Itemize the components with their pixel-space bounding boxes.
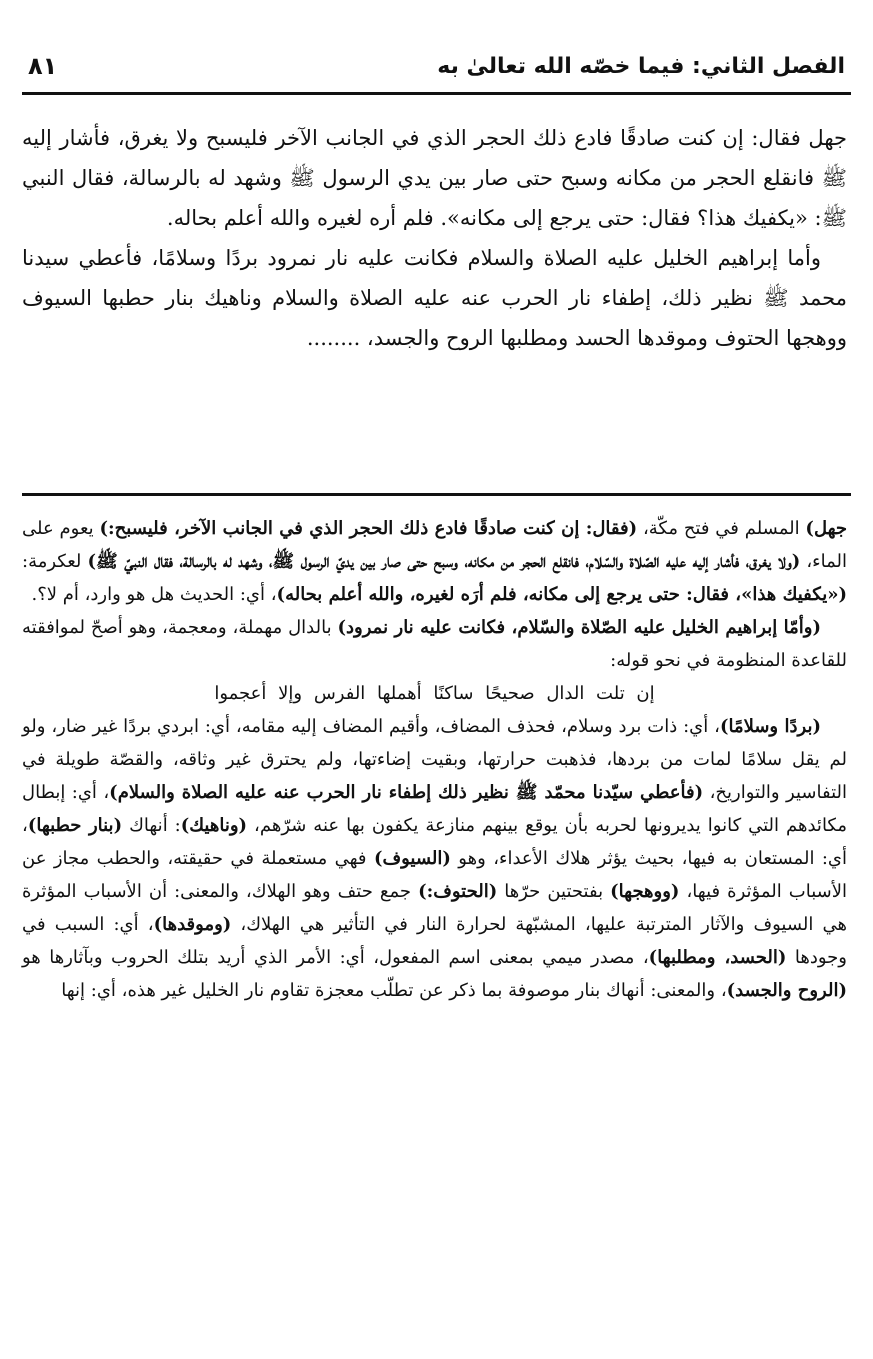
commentary-text: ، أي: السبب في وجودها <box>22 914 847 968</box>
commentary-text: بفتحتين حرّها <box>497 881 611 902</box>
commentary-text: ، أي: إبطال مكائدهم التي كانوا يديرونها لحربه بأن يوقع بينهم منازعة يكفون بها عنه شرّهم، <box>22 782 848 836</box>
commentary-text: ، أي: ذات برد وسلام، فحذف المضاف، وأقيم المضاف إليه مقامه، أي: ابردي بردًا غير ضار، ولو لم يقل سلامًا لمات من بردها، فذهبت حرارتها، وبقيت إضاءتها، ولم يحترق غير وثاقه، والقصّة طويلة في التفاسير والتواريخ، <box>22 716 848 803</box>
commentary-divider <box>22 493 851 496</box>
commentary-text: يعوم على الماء، <box>22 518 847 572</box>
commentary-paragraph <box>22 611 847 677</box>
commentary-text: المسلم في فتح مكّة، <box>637 518 806 539</box>
quoted-text: (فأعطي سيّدنا محمّد ﷺ نظير ذلك إطفاء نار الحرب عنه عليه الصلاة والسلام) <box>109 782 704 803</box>
main-text <box>22 118 847 358</box>
quoted-text: جهل) <box>805 518 847 539</box>
commentary <box>22 512 847 1007</box>
commentary-text: لعكرمة: <box>22 551 88 572</box>
quoted-text: (بنار حطبها) <box>27 815 123 836</box>
commentary-paragraph <box>22 710 847 1007</box>
commentary-text: ، مصدر ميمي بمعنى اسم المفعول، أي: الأمر الذي أريد بتلك الحروب وبآثارها هو <box>22 947 649 968</box>
commentary-text: بالدال مهملة، ومعجمة، وهو أصحّ لموافقته للقاعدة المنظومة في نحو قوله: <box>22 617 847 671</box>
commentary-text: ، والمعنى: أنهاك بنار موصوفة بما ذكر عن تطلّب معجزة تقاوم نار الخليل غير هذه، أي: إنها <box>61 980 727 1001</box>
quoted-text: (ولا يغرق، فأشار إليه عليه الصّلاة والسّلام، فانقلع الحجر من مكانه، وسبح حتى صار بين يديّ الرسول ﷺ، وشهد له بالرسالة، فقال النبيّ ﷺ) <box>87 551 801 572</box>
quoted-text: (السيوف) <box>373 848 451 869</box>
running-header <box>28 46 845 90</box>
quoted-text: (فقال: إن كنت صادقًا فادع ذلك الحجر الذي في الجانب الآخر، فليسبح:) <box>99 518 638 539</box>
commentary-text: جمع حتف وهو الهلاك، والمعنى: أن الأسباب المؤثرة هي السيوف والآثار المترتبة عليها، المشبّهة لحرارة النار في التأثير هي الهلاك، <box>22 881 847 935</box>
commentary-text: ، أي: الحديث هل هو وارد، أم لا؟. <box>31 584 277 605</box>
quoted-text: («يكفيك هذا»، فقال: حتى يرجع إلى مكانه، فلم أرَه لغيره، والله أعلم بحاله) <box>276 584 847 605</box>
quoted-text: (بردًا وسلامًا) <box>719 716 821 737</box>
page-number: ٨١ <box>28 52 58 80</box>
poetry-verse: إن تلت الدال صحيحًا ساكنًا أهملها الفرس وإلا أعجموا <box>214 683 655 704</box>
quoted-text: (الروح والجسد) <box>726 980 847 1001</box>
main-paragraph: جهل فقال: إن كنت صادقًا فادع ذلك الحجر الذي في الجانب الآخر فليسبح ولا يغرق، فأشار إليه ﷺ فانقلع الحجر من مكانه وسبح حتى صار بين يدي الرسول ﷺ وشهد له بالرسالة، فقال النبي ﷺ: «يكفيك هذا؟ فقال: حتى يرجع إلى مكانه». فلم أره لغيره والله أعلم بحاله. <box>22 126 847 230</box>
quoted-text: (ووهجها) <box>610 881 680 902</box>
commentary-text: : أنهاك <box>122 815 181 836</box>
commentary-text: ، أي: المستعان به فيها، بحيث يؤثر هلاك الأعداء، وهو <box>22 815 847 869</box>
commentary-paragraph <box>22 512 847 611</box>
header-divider <box>22 92 851 95</box>
quoted-text: (الحسد، ومطلبها) <box>648 947 787 968</box>
chapter-title: الفصل الثاني: فيما خصّه الله تعالىٰ به <box>437 54 845 79</box>
quoted-text: (وناهيك) <box>180 815 248 836</box>
main-paragraph: وأما إبراهيم الخليل عليه الصلاة والسلام فكانت عليه نار نمرود بردًا وسلامًا، فأعطي سيدنا محمد ﷺ نظير ذلك، إطفاء نار الحرب عنه عليه الصلاة والسلام وناهيك بنار حطبها السيوف ووهجها الحتوف وموقدها الحسد ومطلبها الروح والجسد، ........ <box>22 246 847 350</box>
quoted-text: (الحتوف:) <box>418 881 498 902</box>
quoted-text: (وموقدها) <box>153 914 232 935</box>
commentary-text: فهي مستعملة في حقيقته، والحطب مجاز عن الأسباب المؤثرة فيها، <box>22 848 847 902</box>
quoted-text: (وأمّا إبراهيم الخليل عليه الصّلاة والسّلام، فكانت عليه نار نمرود) <box>337 617 821 638</box>
